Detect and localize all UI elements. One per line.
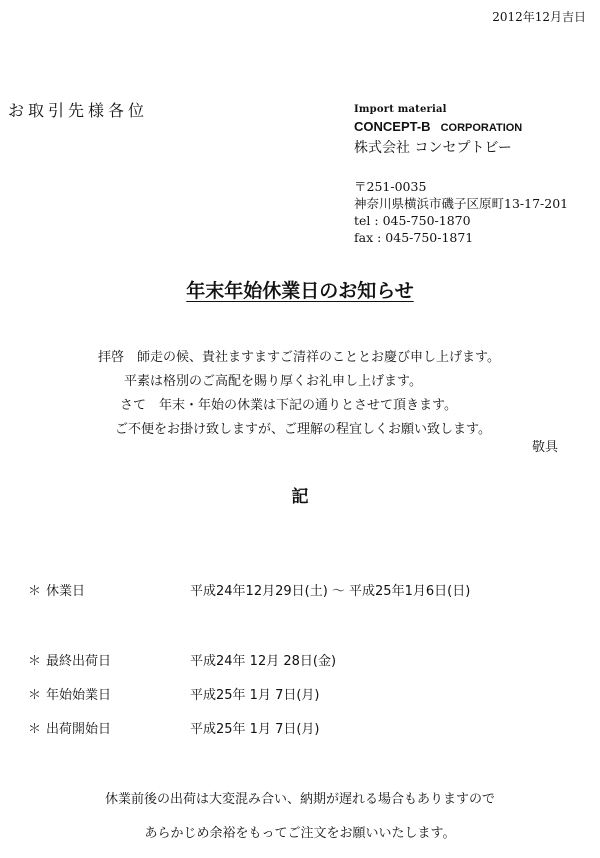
import-label: Import material — [354, 104, 447, 115]
tel: tel : 045-750-1870 — [354, 213, 471, 228]
schedule-label-shipment-start: 出荷開始日 — [46, 722, 112, 737]
schedule-label-last-shipment: 最終出荷日 — [46, 654, 112, 669]
company-name: CONCEPT-B — [354, 119, 431, 134]
greeting-line: ご不便をお掛け致しますが、ご理解の程宜しくお願い致します。 — [115, 422, 491, 437]
schedule-label-business-start: 年始始業日 — [46, 688, 112, 703]
schedule-label-holiday: 休業日 — [46, 584, 86, 599]
ki-heading: 記 — [291, 487, 309, 507]
schedule-bullet: ＊ — [28, 584, 42, 599]
greeting-line: さて 年末・年始の休業は下記の通りとさせて頂きます。 — [120, 398, 457, 413]
greeting-line: 拝啓 師走の候、貴社ますますご清祥のこととお慶び申し上げます。 — [98, 350, 500, 365]
addressee: お取引先様各位 — [8, 101, 149, 120]
company-name-jp: 株式会社 コンセプトビー — [354, 140, 512, 156]
footer-note-line: 休業前後の出荷は大変混み合い、納期が遅れる場合もありますので — [104, 792, 495, 807]
fax: fax : 045-750-1871 — [354, 230, 474, 245]
contact-block — [354, 178, 568, 246]
schedule-bullet: ＊ — [28, 688, 42, 703]
schedule-value-business-start: 平成25年 1月 7日(月) — [190, 688, 320, 703]
schedule-value-shipment-start: 平成25年 1月 7日(月) — [190, 722, 320, 737]
company-name-en — [354, 119, 522, 134]
schedule-bullet: ＊ — [28, 654, 42, 669]
company-suffix: CORPORATION — [440, 122, 523, 134]
notice-title-text: 年末年始休業日のお知らせ — [186, 280, 414, 302]
address: 神奈川県横浜市磯子区原町13-17-201 — [354, 196, 569, 211]
notice-title — [0, 276, 600, 303]
greeting-line: 平素は格別のご高配を賜り厚くお礼申し上げます。 — [124, 374, 422, 389]
sender-block — [354, 104, 522, 157]
schedule-value-last-shipment: 平成24年 12月 28日(金) — [190, 654, 337, 669]
closing-keigu: 敬具 — [532, 440, 559, 455]
postal-code: 〒251-0035 — [354, 179, 427, 194]
footer-note-line: あらかじめ余裕をもってご注文をお願いいたします。 — [144, 826, 456, 841]
schedule-bullet: ＊ — [28, 722, 42, 737]
document-date: 2012年12月吉日 — [492, 10, 586, 24]
schedule-value-holiday: 平成24年12月29日(土) ～ 平成25年1月6日(日) — [190, 584, 471, 599]
